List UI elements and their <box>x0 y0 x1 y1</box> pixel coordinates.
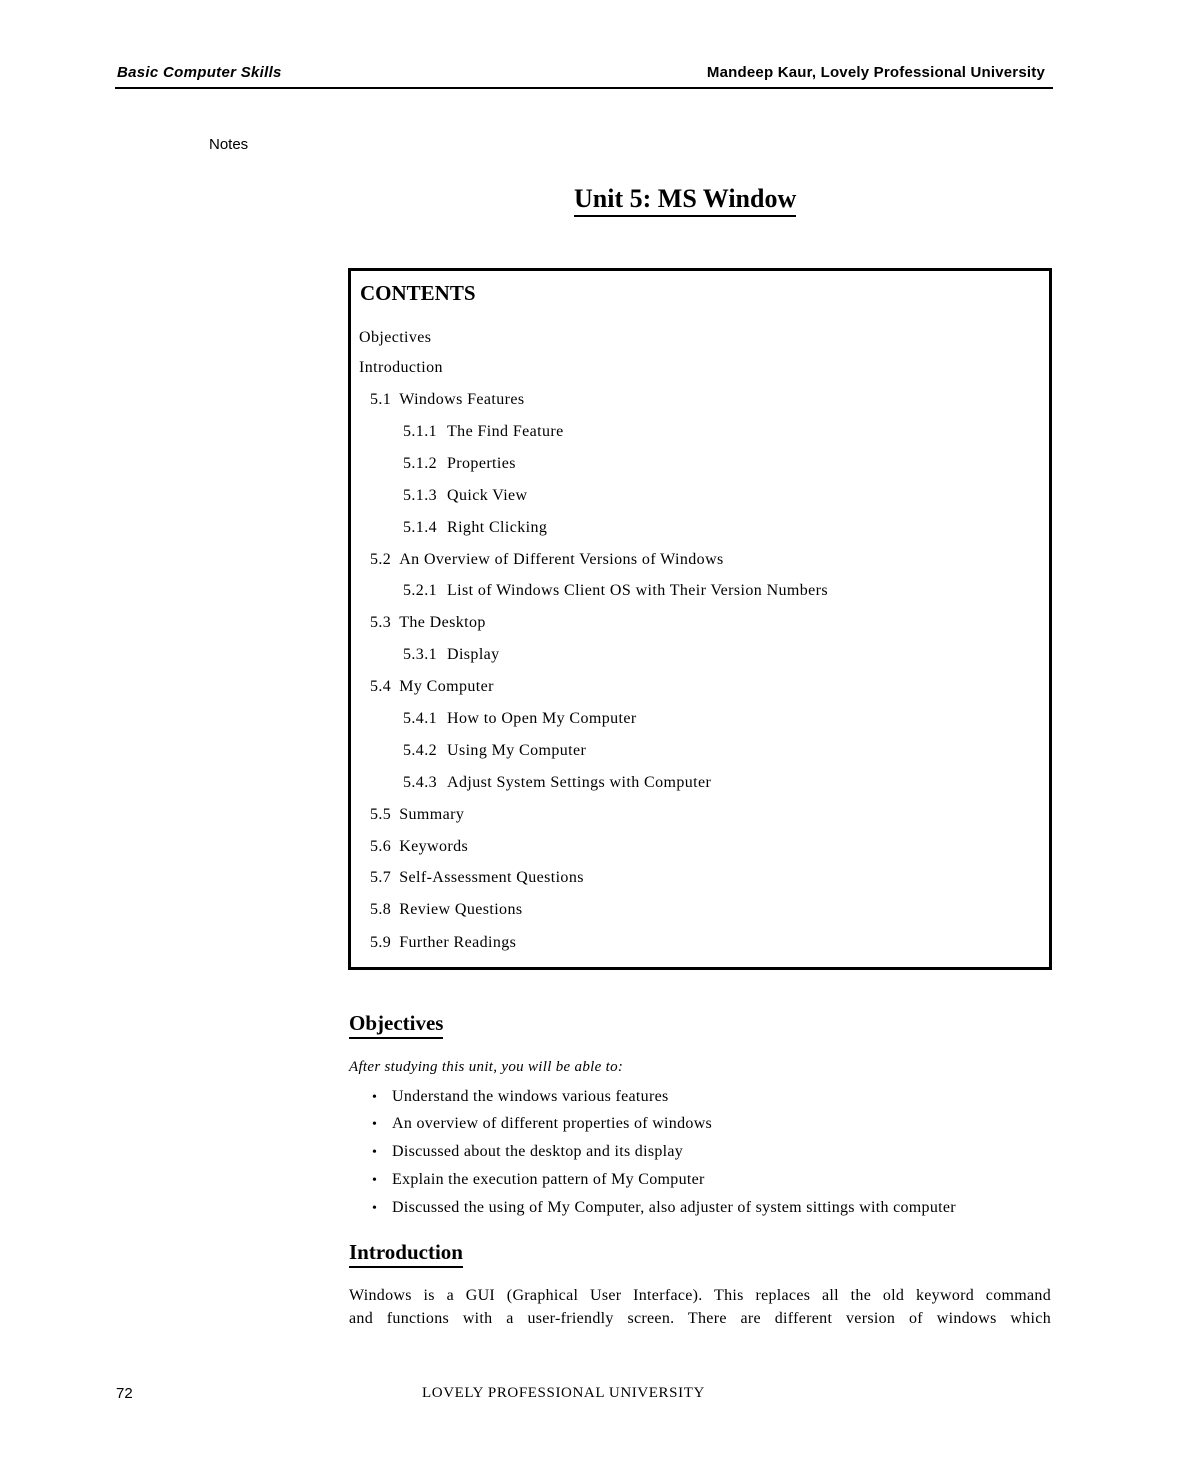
toc-item-label: How to Open My Computer <box>447 710 637 727</box>
bullet-icon: • <box>372 1117 378 1132</box>
toc-item-label: Objectives <box>359 329 432 346</box>
objective-text: Discussed about the desktop and its display <box>392 1143 684 1160</box>
toc-item-number: 5.4.2 <box>403 742 437 759</box>
toc-item-label: Properties <box>447 455 516 472</box>
bullet-icon: • <box>372 1173 378 1188</box>
toc-item-label: Review Questions <box>399 901 523 918</box>
toc-item-number: 5.3 <box>370 614 392 631</box>
header-divider <box>115 87 1053 89</box>
toc-item-number: 5.1.3 <box>403 487 437 504</box>
toc-item-5-8[interactable] <box>370 901 522 919</box>
toc-item-label: Using My Computer <box>447 742 587 759</box>
toc-item-label: The Desktop <box>399 614 486 631</box>
toc-item-5-3[interactable] <box>370 614 486 632</box>
toc-item-number: 5.3.1 <box>403 646 437 663</box>
toc-item-5-1[interactable] <box>370 391 525 409</box>
toc-item-5-4-2[interactable] <box>403 742 586 760</box>
toc-item-number: 5.1.4 <box>403 519 437 536</box>
objectives-intro: After studying this unit, you will be able to: <box>349 1059 624 1075</box>
objective-text: Understand the windows various features <box>392 1088 669 1105</box>
toc-item-5-3-1[interactable] <box>403 646 500 664</box>
toc-item-label: Windows Features <box>399 391 525 408</box>
toc-item-number: 5.6 <box>370 838 392 855</box>
toc-item-number: 5.1.1 <box>403 423 437 440</box>
bullet-icon: • <box>372 1090 378 1105</box>
toc-item-number: 5.4.3 <box>403 774 437 791</box>
toc-item-5-4-3[interactable] <box>403 774 711 792</box>
toc-item-label: List of Windows Client OS with Their Version Numbers <box>447 582 829 599</box>
toc-item-number: 5.4.1 <box>403 710 437 727</box>
objective-item <box>372 1143 683 1161</box>
introduction-heading: Introduction <box>349 1240 463 1268</box>
toc-item-number: 5.7 <box>370 869 392 886</box>
toc-item-5-5[interactable] <box>370 806 464 824</box>
bullet-icon: • <box>372 1201 378 1216</box>
introduction-paragraph-line: and functions with a user-friendly screen. There are different version of windows which <box>349 1310 1051 1327</box>
toc-item-label: Keywords <box>399 838 469 855</box>
toc-item-label: Quick View <box>447 487 528 504</box>
introduction-paragraph-line: Windows is a GUI (Graphical User Interface). This replaces all the old keyword command <box>349 1287 1051 1304</box>
toc-item-number: 5.9 <box>370 934 392 951</box>
toc-item-objectives[interactable] <box>359 329 431 347</box>
toc-item-label: Adjust System Settings with Computer <box>447 774 712 791</box>
toc-item-label: My Computer <box>399 678 494 695</box>
toc-item-number: 5.4 <box>370 678 392 695</box>
notes-margin-label: Notes <box>209 136 249 153</box>
running-header-title: Basic Computer Skills <box>117 64 282 81</box>
contents-title: CONTENTS <box>360 281 476 305</box>
toc-item-5-4[interactable] <box>370 678 494 696</box>
toc-item-5-6[interactable] <box>370 838 468 856</box>
toc-item-5-2-1[interactable] <box>403 582 828 600</box>
objective-item <box>372 1115 712 1133</box>
toc-item-number: 5.1 <box>370 391 392 408</box>
objectives-heading: Objectives <box>349 1011 443 1039</box>
toc-item-5-2[interactable] <box>370 551 724 569</box>
toc-item-label: Self-Assessment Questions <box>399 869 584 886</box>
objective-text: An overview of different properties of windows <box>392 1115 713 1132</box>
toc-item-introduction[interactable] <box>359 359 443 377</box>
toc-item-number: 5.5 <box>370 806 392 823</box>
toc-item-5-7[interactable] <box>370 869 584 887</box>
toc-item-number: 5.8 <box>370 901 392 918</box>
toc-item-number: 5.2 <box>370 551 392 568</box>
toc-item-label: Summary <box>399 806 465 823</box>
objective-text: Explain the execution pattern of My Computer <box>392 1171 705 1188</box>
objective-text: Discussed the using of My Computer, also adjuster of system sittings with computer <box>392 1199 956 1216</box>
toc-item-label: An Overview of Different Versions of Windows <box>399 551 724 568</box>
objective-item <box>372 1199 956 1217</box>
toc-item-5-9[interactable] <box>370 934 516 952</box>
toc-item-label: The Find Feature <box>447 423 564 440</box>
unit-title: Unit 5: MS Window <box>574 184 796 217</box>
toc-item-label: Further Readings <box>399 934 517 951</box>
toc-item-5-1-1[interactable] <box>403 423 564 441</box>
running-header-author: Mandeep Kaur, Lovely Professional University <box>706 64 1045 81</box>
toc-item-label: Introduction <box>359 359 443 376</box>
toc-item-label: Display <box>447 646 500 663</box>
toc-item-5-4-1[interactable] <box>403 710 637 728</box>
toc-item-number: 5.1.2 <box>403 455 437 472</box>
page-number: 72 <box>116 1385 133 1402</box>
toc-item-5-1-4[interactable] <box>403 519 547 537</box>
toc-item-5-1-2[interactable] <box>403 455 516 473</box>
toc-item-number: 5.2.1 <box>403 582 437 599</box>
toc-item-label: Right Clicking <box>447 519 548 536</box>
bullet-icon: • <box>372 1145 378 1160</box>
objective-item <box>372 1171 705 1189</box>
objective-item <box>372 1088 669 1106</box>
footer-university: LOVELY PROFESSIONAL UNIVERSITY <box>422 1385 705 1401</box>
contents-box <box>348 268 1052 970</box>
toc-item-5-1-3[interactable] <box>403 487 528 505</box>
